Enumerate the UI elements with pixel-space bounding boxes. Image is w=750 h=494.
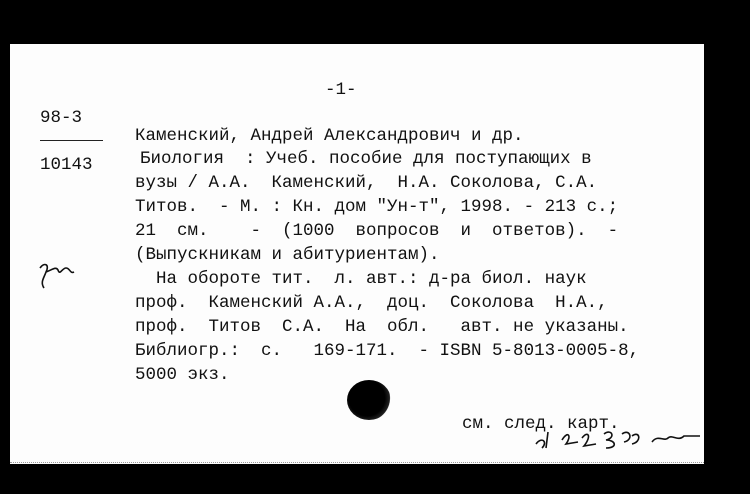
description-line: проф. Каменский А.А., доц. Соколова Н.А., — [135, 293, 608, 313]
description-line: 21 см. - (1000 вопросов и ответов). - — [135, 221, 619, 241]
see-next-card: см. след. карт. — [462, 414, 620, 434]
description-line: (Выпускникам и абитуриентам). — [135, 245, 440, 265]
card-bottom-edge — [10, 462, 704, 463]
description-line: вузы / А.А. Каменский, Н.А. Соколова, С.А. — [135, 173, 598, 193]
shelf-divider — [40, 140, 103, 141]
description-line: Биология : Учеб. пособие для поступающих в — [140, 149, 592, 169]
page-number: -1- — [325, 80, 357, 100]
catalog-card — [10, 44, 704, 464]
description-line: На обороте тит. л. авт.: д-ра биол. наук — [135, 269, 587, 289]
description-line: Библиогр.: с. 169-171. - ISBN 5-8013-0005-8, — [135, 341, 640, 361]
handwritten-date — [532, 422, 704, 452]
author-heading: Каменский, Андрей Александрович и др. — [135, 126, 524, 146]
description-line: Титов. - М. : Кн. дом "Ун-т", 1998. - 213 с.; — [135, 197, 619, 217]
shelf-mark: 98-3 — [40, 108, 83, 128]
description-line: 5000 экз. — [135, 365, 230, 385]
description-line: проф. Титов С.А. На обл. авт. не указаны. — [135, 317, 629, 337]
ink-blot — [347, 380, 391, 420]
handwritten-margin-mark — [36, 258, 82, 292]
accession-number: 10143 — [40, 155, 93, 175]
